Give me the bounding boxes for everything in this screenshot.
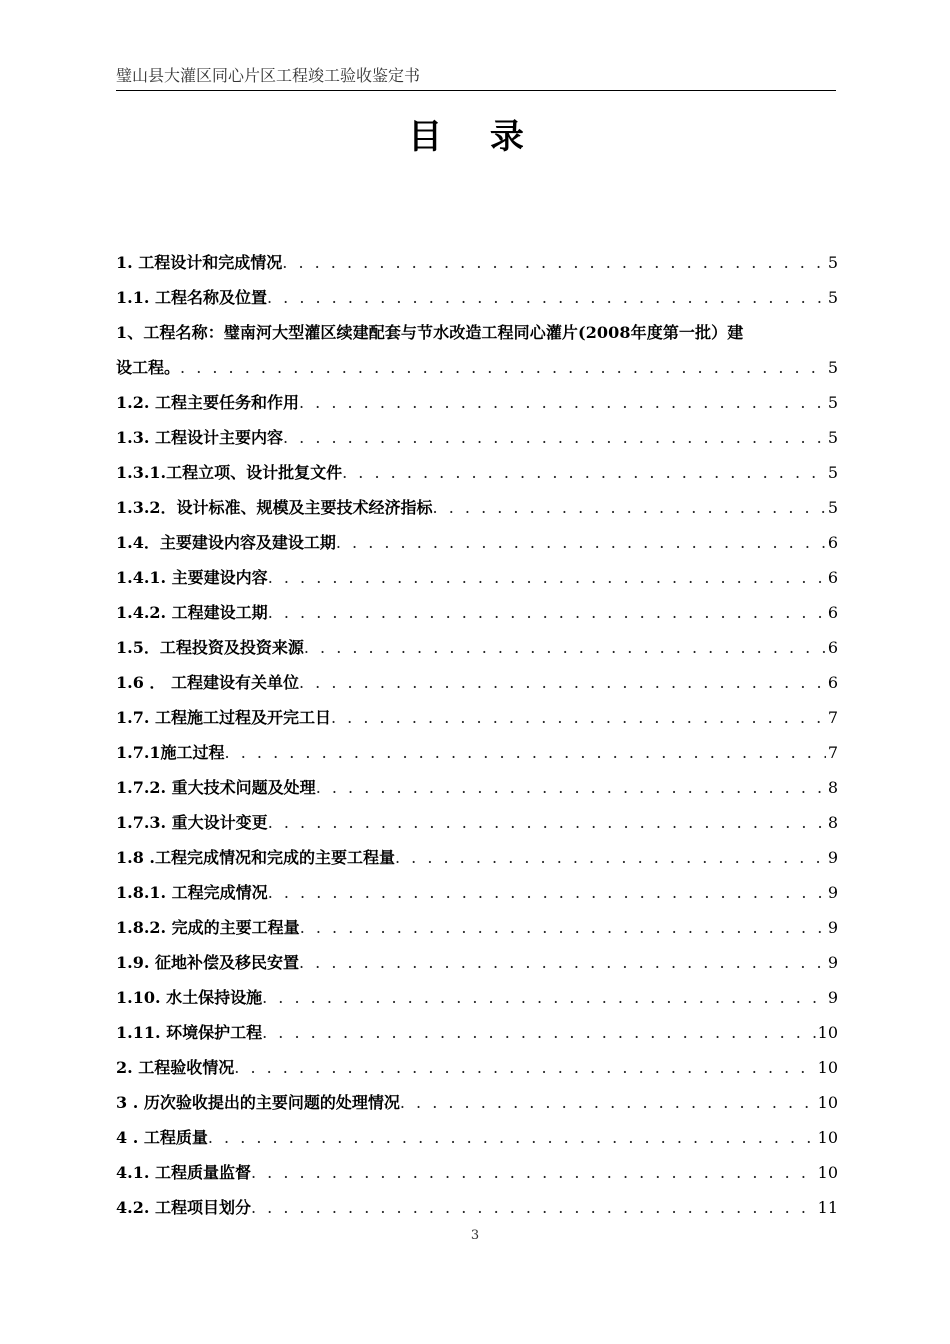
toc-entry[interactable] [116, 770, 838, 805]
toc-leader [251, 1190, 816, 1225]
toc-entry[interactable] [116, 875, 838, 910]
toc-entry[interactable] [116, 840, 838, 875]
toc-entry[interactable] [116, 1050, 838, 1085]
toc-entry[interactable] [116, 1085, 838, 1120]
toc-entry[interactable] [116, 630, 838, 665]
toc-page-number: 6 [827, 673, 838, 692]
toc-leader [225, 735, 826, 770]
toc-page-number: 10 [817, 1093, 838, 1112]
toc-entry-label: 1.9. 征地补偿及移民安置 [116, 953, 299, 972]
toc-entry-label: 1.10. 水土保持设施 [116, 988, 263, 1007]
page-title: 目 录 [408, 117, 542, 157]
toc-entry[interactable] [116, 1155, 838, 1190]
toc-leader [267, 280, 826, 315]
page-number: 3 [470, 1228, 480, 1243]
toc-leader [268, 875, 826, 910]
toc-entry[interactable] [116, 490, 838, 525]
toc-page-number: 9 [827, 953, 838, 972]
toc-page-number: 7 [827, 743, 838, 762]
toc-page-number: 6 [827, 603, 838, 622]
toc-page-number: 11 [817, 1198, 838, 1217]
toc-page-number: 6 [827, 638, 838, 657]
page-header [116, 66, 836, 91]
toc-entry-label: 1.4.2. 工程建设工期 [116, 603, 268, 622]
toc-leader [180, 350, 826, 385]
toc-page-number: 8 [827, 778, 838, 797]
toc-leader [395, 840, 826, 875]
toc-page-number: 9 [827, 883, 838, 902]
toc-entry-first-line[interactable]: 1、工程名称：璧南河大型灌区续建配套与节水改造工程同心灌片(2008年度第一批）建 [116, 323, 744, 342]
toc-page-number: 5 [827, 463, 838, 482]
toc-page-number: 9 [827, 988, 838, 1007]
toc-leader [268, 805, 826, 840]
toc-entry[interactable] [116, 980, 838, 1015]
toc-leader [400, 1085, 816, 1120]
toc-leader [251, 1155, 816, 1190]
toc-leader [208, 1120, 816, 1155]
toc-entry-label: 4.2. 工程项目划分 [116, 1198, 251, 1217]
toc-entry[interactable] [116, 805, 838, 840]
toc-entry-label: 1.4．主要建设内容及建设工期 [116, 533, 336, 552]
toc-entry-label: 设工程。 [116, 358, 181, 377]
toc-entry[interactable] [116, 245, 838, 280]
toc-entry[interactable] [116, 525, 838, 560]
toc-entry-label: 1.3.1.工程立项、设计批复文件 [116, 463, 343, 482]
toc-entry-label: 2. 工程验收情况 [116, 1058, 235, 1077]
toc-leader [262, 1015, 816, 1050]
toc-entry-label: 1.7.3. 重大设计变更 [116, 813, 268, 832]
toc-entry[interactable] [116, 1120, 838, 1155]
toc-entry[interactable] [116, 385, 838, 420]
toc-leader [268, 595, 826, 630]
toc-entry-label: 1.4.1. 主要建设内容 [116, 568, 268, 587]
toc-leader [262, 980, 826, 1015]
toc-entry[interactable] [116, 665, 838, 700]
toc-page-number: 6 [827, 568, 838, 587]
toc-entry-label: 1.7.1施工过程 [116, 743, 225, 762]
toc-entry-label: 3 . 历次验收提出的主要问题的处理情况 [116, 1093, 400, 1112]
toc-leader [282, 245, 826, 280]
toc-entry-label: 1.8.1. 工程完成情况 [116, 883, 268, 902]
toc-page-number: 5 [827, 288, 838, 307]
toc-entry-label: 1.8.2. 完成的主要工程量 [116, 918, 300, 937]
toc-entry[interactable] [116, 945, 838, 980]
toc-leader [234, 1050, 815, 1085]
toc-page-number: 9 [827, 918, 838, 937]
toc-page-number: 10 [817, 1163, 838, 1182]
toc-leader [304, 630, 826, 665]
toc-leader [336, 525, 826, 560]
toc-entry[interactable] [116, 420, 838, 455]
toc-entry-label: 4.1. 工程质量监督 [116, 1163, 251, 1182]
toc-entry-label: 1.3.2．设计标准、规模及主要技术经济指标 [116, 498, 433, 517]
toc-page-number: 5 [827, 253, 838, 272]
toc-page-number: 8 [827, 813, 838, 832]
toc-leader [433, 490, 826, 525]
toc-page-number: 10 [817, 1058, 838, 1077]
toc-page-number: 6 [827, 533, 838, 552]
toc-entry-label: 1.6 ． 工程建设有关单位 [116, 673, 299, 692]
toc-entry[interactable] [116, 560, 838, 595]
toc-entry[interactable] [116, 735, 838, 770]
toc-entry[interactable] [116, 700, 838, 735]
toc-page-number: 5 [827, 358, 838, 377]
toc-leader [331, 700, 826, 735]
toc-leader [342, 455, 826, 490]
toc-leader [299, 385, 826, 420]
toc-entry-label: 1.11. 环境保护工程 [116, 1023, 263, 1042]
toc-entry-label: 1.8 .工程完成情况和完成的主要工程量 [116, 848, 395, 867]
toc-page-number: 9 [827, 848, 838, 867]
toc-entry[interactable] [116, 350, 838, 385]
toc-page-number: 10 [817, 1128, 838, 1147]
toc-page-number: 5 [827, 428, 838, 447]
toc-leader [268, 560, 826, 595]
toc-entry-label: 1.2. 工程主要任务和作用 [116, 393, 299, 412]
toc-entry-label: 1.5．工程投资及投资来源 [116, 638, 304, 657]
toc-entry-label: 1.7. 工程施工过程及开完工日 [116, 708, 331, 727]
toc-entry-label: 1. 工程设计和完成情况 [116, 253, 283, 272]
header-text: 璧山县大灌区同心片区工程竣工验收鉴定书 [116, 66, 421, 85]
toc-entry[interactable] [116, 595, 838, 630]
toc-leader [299, 945, 826, 980]
toc-leader [299, 665, 826, 700]
toc-entry[interactable] [116, 1190, 838, 1225]
toc-leader [300, 910, 826, 945]
toc-page-number: 5 [827, 393, 838, 412]
toc-entry[interactable] [116, 910, 838, 945]
toc-leader [316, 770, 826, 805]
toc-entry[interactable] [116, 1015, 838, 1050]
toc-page-number: 7 [827, 708, 838, 727]
toc-entry-label: 1.1. 工程名称及位置 [116, 288, 267, 307]
table-of-contents [116, 245, 838, 1225]
toc-entry-label: 1.3. 工程设计主要内容 [116, 428, 283, 447]
toc-entry-label: 1.7.2. 重大技术问题及处理 [116, 778, 316, 797]
toc-page-number: 5 [827, 498, 838, 517]
toc-leader [283, 420, 826, 455]
toc-entry-label: 4 . 工程质量 [116, 1128, 208, 1147]
toc-entry[interactable] [116, 280, 838, 315]
toc-page-number: 10 [817, 1023, 838, 1042]
toc-entry[interactable] [116, 455, 838, 490]
